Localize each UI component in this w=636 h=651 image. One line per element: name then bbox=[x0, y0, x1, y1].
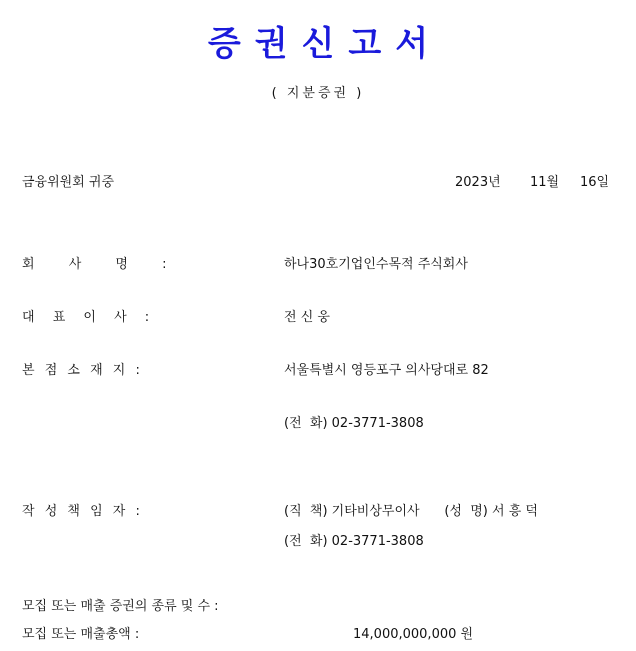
hq-value: 서울특별시 영등포구 의사당대로 82 bbox=[284, 363, 489, 378]
hq-phone: (전 화) 02-3771-3808 bbox=[284, 416, 424, 431]
offering-amount-label: 모집 또는 매출총액 : bbox=[22, 627, 140, 642]
preparer-phone: (전 화) 02-3771-3808 bbox=[284, 534, 424, 549]
hq-label: 본 점 소 재 지 : bbox=[22, 363, 140, 378]
preparer-position: (직 책) 기타비상무이사 (성 명) 서 흥 덕 bbox=[284, 504, 538, 519]
company-name-value: 하나30호기업인수목적 주식회사 bbox=[284, 257, 468, 272]
ceo-label: 대 표 이 사 : bbox=[22, 310, 150, 325]
offering-amount-value: 14,000,000,000 원 bbox=[353, 627, 474, 642]
recipient: 금융위원회 귀중 bbox=[22, 175, 115, 190]
date-month: 11월 bbox=[530, 175, 560, 190]
document-subtitle: ( 지분증권 ) bbox=[271, 86, 365, 101]
company-name-label: 회 사 명 : bbox=[22, 257, 167, 272]
offering-type-label: 모집 또는 매출 증권의 종류 및 수 : bbox=[22, 599, 219, 614]
date-year: 2023년 bbox=[455, 175, 501, 190]
ceo-value: 전 신 웅 bbox=[284, 310, 330, 325]
preparer-label: 작 성 책 임 자 : bbox=[22, 504, 140, 519]
date-day: 16일 bbox=[580, 175, 610, 190]
document-title: 증권신고서 bbox=[207, 24, 443, 64]
